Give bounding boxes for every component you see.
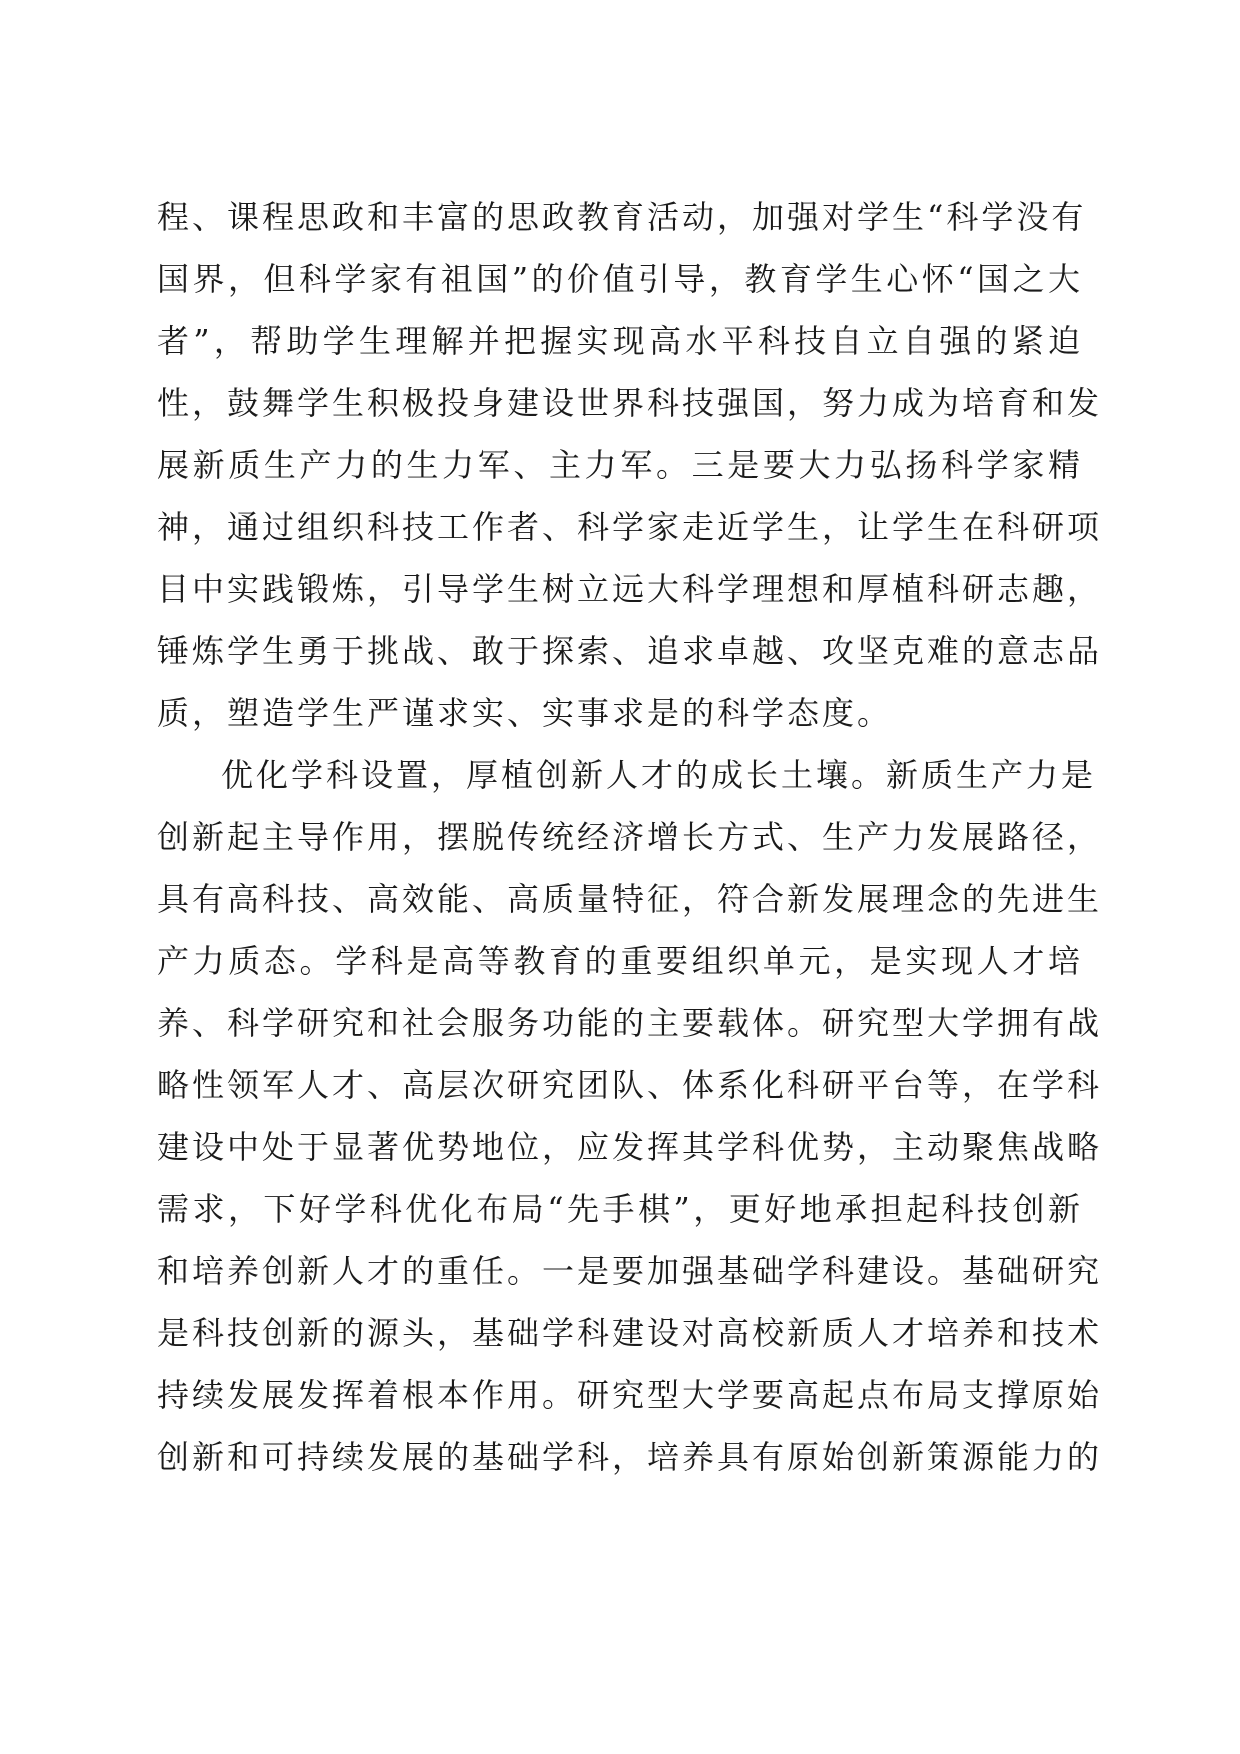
text-line: 养、科学研究和社会服务功能的主要载体。研究型大学拥有战 — [157, 1004, 1103, 1042]
text-line: 产力质态。学科是高等教育的重要组织单元，是实现人才培 — [157, 942, 1083, 980]
text-line: 持续发展发挥着根本作用。研究型大学要高起点布局支撑原始 — [157, 1376, 1103, 1414]
text-line: 程、课程思政和丰富的思政教育活动，加强对学生“科学没有 — [157, 198, 1087, 236]
text-line: 和培养创新人才的重任。一是要加强基础学科建设。基础研究 — [157, 1252, 1103, 1290]
text-line: 性，鼓舞学生积极投身建设世界科技强国，努力成为培育和发 — [157, 384, 1103, 422]
text-line: 创新和可持续发展的基础学科，培养具有原始创新策源能力的 — [157, 1438, 1103, 1476]
text-line: 国界，但科学家有祖国”的价值引导，教育学生心怀“国之大 — [157, 260, 1083, 298]
text-line: 建设中处于显著优势地位，应发挥其学科优势，主动聚焦战略 — [157, 1128, 1103, 1166]
text-line: 创新起主导作用，摆脱传统经济增长方式、生产力发展路径， — [157, 818, 1103, 856]
document-body — [157, 186, 1103, 1488]
text-line: 质，塑造学生严谨求实、实事求是的科学态度。 — [157, 694, 893, 732]
text-line: 目中实践锻炼，引导学生树立远大科学理想和厚植科研志趣， — [157, 570, 1103, 608]
text-line: 优化学科设置，厚植创新人才的成长土壤。新质生产力是 — [221, 756, 1097, 794]
text-line: 具有高科技、高效能、高质量特征，符合新发展理念的先进生 — [157, 880, 1103, 918]
text-line: 是科技创新的源头，基础学科建设对高校新质人才培养和技术 — [157, 1314, 1103, 1352]
text-line: 略性领军人才、高层次研究团队、体系化科研平台等，在学科 — [157, 1066, 1103, 1104]
text-line: 需求，下好学科优化布局“先手棋”，更好地承担起科技创新 — [157, 1190, 1083, 1228]
paragraph-1 — [157, 186, 1103, 744]
text-line: 神，通过组织科技工作者、科学家走近学生，让学生在科研项 — [157, 508, 1103, 546]
text-line: 者”，帮助学生理解并把握实现高水平科技自立自强的紧迫 — [157, 322, 1083, 360]
text-line: 展新质生产力的生力军、主力军。三是要大力弘扬科学家精 — [157, 446, 1083, 484]
text-line: 锤炼学生勇于挑战、敢于探索、追求卓越、攻坚克难的意志品 — [157, 632, 1103, 670]
paragraph-2 — [157, 744, 1103, 1488]
